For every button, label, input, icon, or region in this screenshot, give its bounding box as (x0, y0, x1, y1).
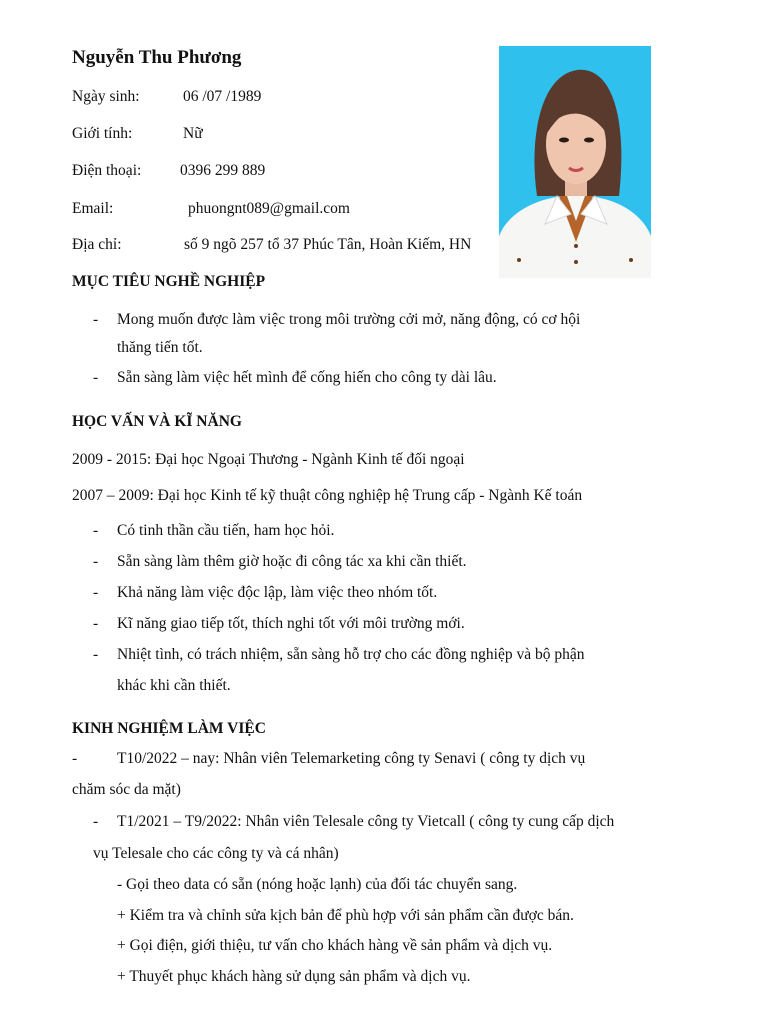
duty-item-2: + Kiểm tra và chỉnh sửa kịch bản để phù hợp với sản phẩm cần được bán. (117, 907, 574, 924)
duty-item-3: + Gọi điện, giới thiệu, tư vấn cho khách hàng về sản phẩm và dịch vụ. (117, 937, 553, 954)
job-item-1-cont: chăm sóc da mặt) (72, 781, 181, 798)
duty-item-1: - Gọi theo data có sẵn (nóng hoặc lạnh) của đối tác chuyển sang. (117, 876, 518, 893)
gender-label: Giới tính: (72, 125, 133, 142)
bullet-dash: - (93, 615, 99, 632)
profile-photo (499, 46, 651, 278)
bullet-dash: - (93, 584, 99, 601)
dob-label: Ngày sinh: (72, 88, 140, 105)
email-value: phuongnt089@gmail.com (188, 200, 350, 217)
objective-item-2: Sẵn sàng làm việc hết mình để cống hiến cho công ty dài lâu. (117, 369, 497, 386)
education-item-1: 2009 - 2015: Đại học Ngoại Thương - Ngành Kinh tế đối ngoại (72, 451, 465, 468)
objective-item-1: Mong muốn được làm việc trong môi trường cởi mở, năng động, có cơ hội (117, 311, 581, 328)
candidate-name: Nguyễn Thu Phương (72, 47, 242, 68)
experience-heading: KINH NGHIỆM LÀM VIỆC (72, 720, 266, 737)
skill-item-4: Kĩ năng giao tiếp tốt, thích nghi tốt với môi trường mới. (117, 615, 465, 632)
education-item-2: 2007 – 2009: Đại học Kinh tế kỹ thuật công nghiệp hệ Trung cấp - Ngành Kế toán (72, 487, 583, 504)
phone-label: Điện thoại: (72, 162, 142, 179)
bullet-dash: - (93, 813, 99, 830)
bullet-dash: - (93, 522, 99, 539)
skill-item-5-cont: khác khi cần thiết. (117, 677, 231, 694)
job-item-2: T1/2021 – T9/2022: Nhân viên Telesale công ty Vietcall ( công ty cung cấp dịch (117, 813, 615, 830)
duty-item-4: + Thuyết phục khách hàng sử dụng sản phẩm và dịch vụ. (117, 968, 471, 985)
bullet-dash: - (93, 369, 99, 386)
portrait-illustration (499, 46, 651, 278)
address-label: Địa chỉ: (72, 236, 122, 253)
address-value: số 9 ngõ 257 tổ 37 Phúc Tân, Hoàn Kiếm, HN (184, 236, 472, 253)
dob-value: 06 /07 /1989 (183, 88, 262, 105)
email-label: Email: (72, 200, 114, 217)
education-heading: HỌC VẤN VÀ KĨ NĂNG (72, 413, 242, 430)
bullet-dash: - (93, 553, 99, 570)
bullet-dash: - (72, 750, 78, 767)
objective-heading: MỤC TIÊU NGHỀ NGHIỆP (72, 273, 266, 290)
bullet-dash: - (93, 646, 99, 663)
skill-item-1: Có tinh thần cầu tiến, ham học hỏi. (117, 522, 335, 539)
phone-value: 0396 299 889 (180, 162, 266, 179)
skill-item-3: Khả năng làm việc độc lập, làm việc theo nhóm tốt. (117, 584, 438, 601)
skill-item-2: Sẵn sàng làm thêm giờ hoặc đi công tác xa khi cần thiết. (117, 553, 467, 570)
objective-item-1-cont: thăng tiến tốt. (117, 339, 203, 356)
gender-value: Nữ (183, 125, 203, 142)
bullet-dash: - (93, 311, 99, 328)
skill-item-5: Nhiệt tình, có trách nhiệm, sẵn sàng hỗ trợ cho các đồng nghiệp và bộ phận (117, 646, 585, 663)
job-item-1: T10/2022 – nay: Nhân viên Telemarketing công ty Senavi ( công ty dịch vụ (117, 750, 586, 767)
job-item-2-cont: vụ Telesale cho các công ty và cá nhân) (93, 845, 339, 862)
